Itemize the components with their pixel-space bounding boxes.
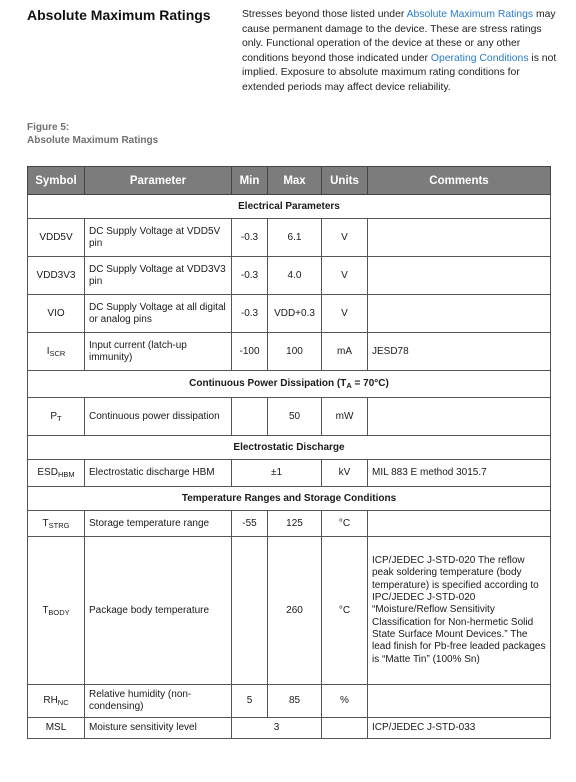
figure-caption xyxy=(27,122,158,147)
symbol-text: I xyxy=(46,345,50,357)
operating-conditions-link[interactable]: Operating Conditions xyxy=(430,52,529,64)
cell-comments xyxy=(368,257,551,295)
symbol-subscript: SCR xyxy=(49,348,66,358)
cell-max: 50 xyxy=(268,398,322,436)
section-subscript: A xyxy=(346,381,352,390)
cell-units: mW xyxy=(322,398,368,436)
cell-units: V xyxy=(322,219,368,257)
cell-min: -0.3 xyxy=(232,295,268,333)
section-text: = 70°C) xyxy=(351,378,389,389)
table-row xyxy=(28,511,551,537)
cell-parameter: Package body temperature xyxy=(85,537,232,685)
table-row xyxy=(28,398,551,436)
table-row xyxy=(28,718,551,739)
table-row xyxy=(28,460,551,487)
cell-min: -0.3 xyxy=(232,219,268,257)
section-row xyxy=(28,436,551,460)
table-row xyxy=(28,537,551,685)
symbol-subscript: NC xyxy=(57,698,69,707)
symbol-subscript: T xyxy=(57,413,62,423)
symbol-text: T xyxy=(42,517,49,529)
intro-text: may cause permanent damage to the device. These are stress ratings only. Functional operation of the device at these or any other conditions beyond those indicated under xyxy=(242,9,556,64)
table-header-row xyxy=(28,167,551,195)
cell-units: °C xyxy=(322,537,368,685)
cell-parameter: DC Supply Voltage at VDD3V3 pin xyxy=(85,257,232,295)
symbol-text: T xyxy=(42,604,49,616)
symbol-subscript: HBM xyxy=(57,470,75,479)
cell-comments xyxy=(368,398,551,436)
cell-min: -100 xyxy=(232,333,268,371)
cell-value: 3 xyxy=(232,718,322,739)
cell-parameter: DC Supply Voltage at all digital or analog pins xyxy=(85,295,232,333)
section-esd: Electrostatic Discharge xyxy=(28,436,551,460)
cell-min: 5 xyxy=(232,685,268,718)
cell-symbol: VDD5V xyxy=(28,219,85,257)
symbol-text: ESD xyxy=(37,467,58,478)
section-row xyxy=(28,195,551,219)
section-row xyxy=(28,487,551,511)
cell-symbol xyxy=(28,398,85,436)
cell-symbol xyxy=(28,537,85,685)
section-electrical: Electrical Parameters xyxy=(28,195,551,219)
section-title: Absolute Maximum Ratings xyxy=(27,7,211,23)
table-row xyxy=(28,685,551,718)
cell-symbol xyxy=(28,511,85,537)
table-row xyxy=(28,257,551,295)
section-row xyxy=(28,371,551,398)
figure-label: Figure 5: xyxy=(27,122,70,133)
cell-units xyxy=(322,718,368,739)
cell-symbol xyxy=(28,685,85,718)
cell-symbol xyxy=(28,333,85,371)
cell-parameter: Relative humidity (non-condensing) xyxy=(85,685,232,718)
table-row xyxy=(28,219,551,257)
cell-max: VDD+0.3 xyxy=(268,295,322,333)
section-temperature: Temperature Ranges and Storage Conditions xyxy=(28,487,551,511)
cell-min: -0.3 xyxy=(232,257,268,295)
cell-parameter: DC Supply Voltage at VDD5V pin xyxy=(85,219,232,257)
cell-comments xyxy=(368,511,551,537)
symbol-subscript: BODY xyxy=(48,607,70,617)
cell-max: 100 xyxy=(268,333,322,371)
cell-comments xyxy=(368,685,551,718)
symbol-text: RH xyxy=(43,695,58,706)
header-max: Max xyxy=(268,167,322,195)
cell-comments xyxy=(368,295,551,333)
absolute-maximum-ratings-link[interactable]: Absolute Maximum Ratings xyxy=(406,9,534,20)
cell-parameter: Moisture sensitivity level xyxy=(85,718,232,739)
cell-symbol: VIO xyxy=(28,295,85,333)
intro-text: is not implied. Exposure to absolute maximum rating conditions for extended periods may affect device reliability. xyxy=(242,52,557,93)
cell-parameter: Continuous power dissipation xyxy=(85,398,232,436)
header-parameter: Parameter xyxy=(85,167,232,195)
cell-symbol xyxy=(28,460,85,487)
absolute-maximum-ratings-table xyxy=(27,166,551,739)
cell-min xyxy=(232,537,268,685)
cell-min: -55 xyxy=(232,511,268,537)
cell-max: 85 xyxy=(268,685,322,718)
cell-comments: MIL 883 E method 3015.7 xyxy=(368,460,551,487)
cell-units: V xyxy=(322,257,368,295)
cell-parameter: Storage temperature range xyxy=(85,511,232,537)
header-units: Units xyxy=(322,167,368,195)
section-text: Continuous Power Dissipation (T xyxy=(189,378,347,389)
symbol-text: P xyxy=(50,410,58,422)
table-row xyxy=(28,295,551,333)
cell-max: 6.1 xyxy=(268,219,322,257)
cell-value: ±1 xyxy=(232,460,322,487)
cell-min xyxy=(232,398,268,436)
section-power-dissipation xyxy=(28,371,551,398)
cell-comments xyxy=(368,219,551,257)
cell-comments: JESD78 xyxy=(368,333,551,371)
cell-comments: ICP/JEDEC J-STD-033 xyxy=(368,718,551,739)
cell-units: °C xyxy=(322,511,368,537)
table-row xyxy=(28,333,551,371)
cell-units: kV xyxy=(322,460,368,487)
cell-symbol: VDD3V3 xyxy=(28,257,85,295)
cell-max: 4.0 xyxy=(268,257,322,295)
cell-units: % xyxy=(322,685,368,718)
cell-parameter: Input current (latch-up immunity) xyxy=(85,333,232,371)
intro-text: Stresses beyond those listed under xyxy=(242,9,407,20)
figure-title: Absolute Maximum Ratings xyxy=(27,134,159,146)
cell-units: mA xyxy=(322,333,368,371)
intro-paragraph xyxy=(242,8,560,96)
header-comments: Comments xyxy=(368,167,551,195)
cell-comments: ICP/JEDEC J-STD-020 The reflow peak soldering temperature (body temperature) is specified according to IPC/JEDEC J-STD-020 “Moisture/Reflow Sensitivity Classification for Non-hermetic Solid State Surface Mount Devices.” The lead finish for Pb-free leaded packages is “Matte Tin” (100% Sn) xyxy=(368,537,551,685)
header-min: Min xyxy=(232,167,268,195)
cell-max: 125 xyxy=(268,511,322,537)
cell-max: 260 xyxy=(268,537,322,685)
cell-units: V xyxy=(322,295,368,333)
cell-parameter: Electrostatic discharge HBM xyxy=(85,460,232,487)
header-symbol: Symbol xyxy=(28,167,85,195)
cell-symbol: MSL xyxy=(28,718,85,739)
symbol-subscript: STRG xyxy=(48,520,70,530)
